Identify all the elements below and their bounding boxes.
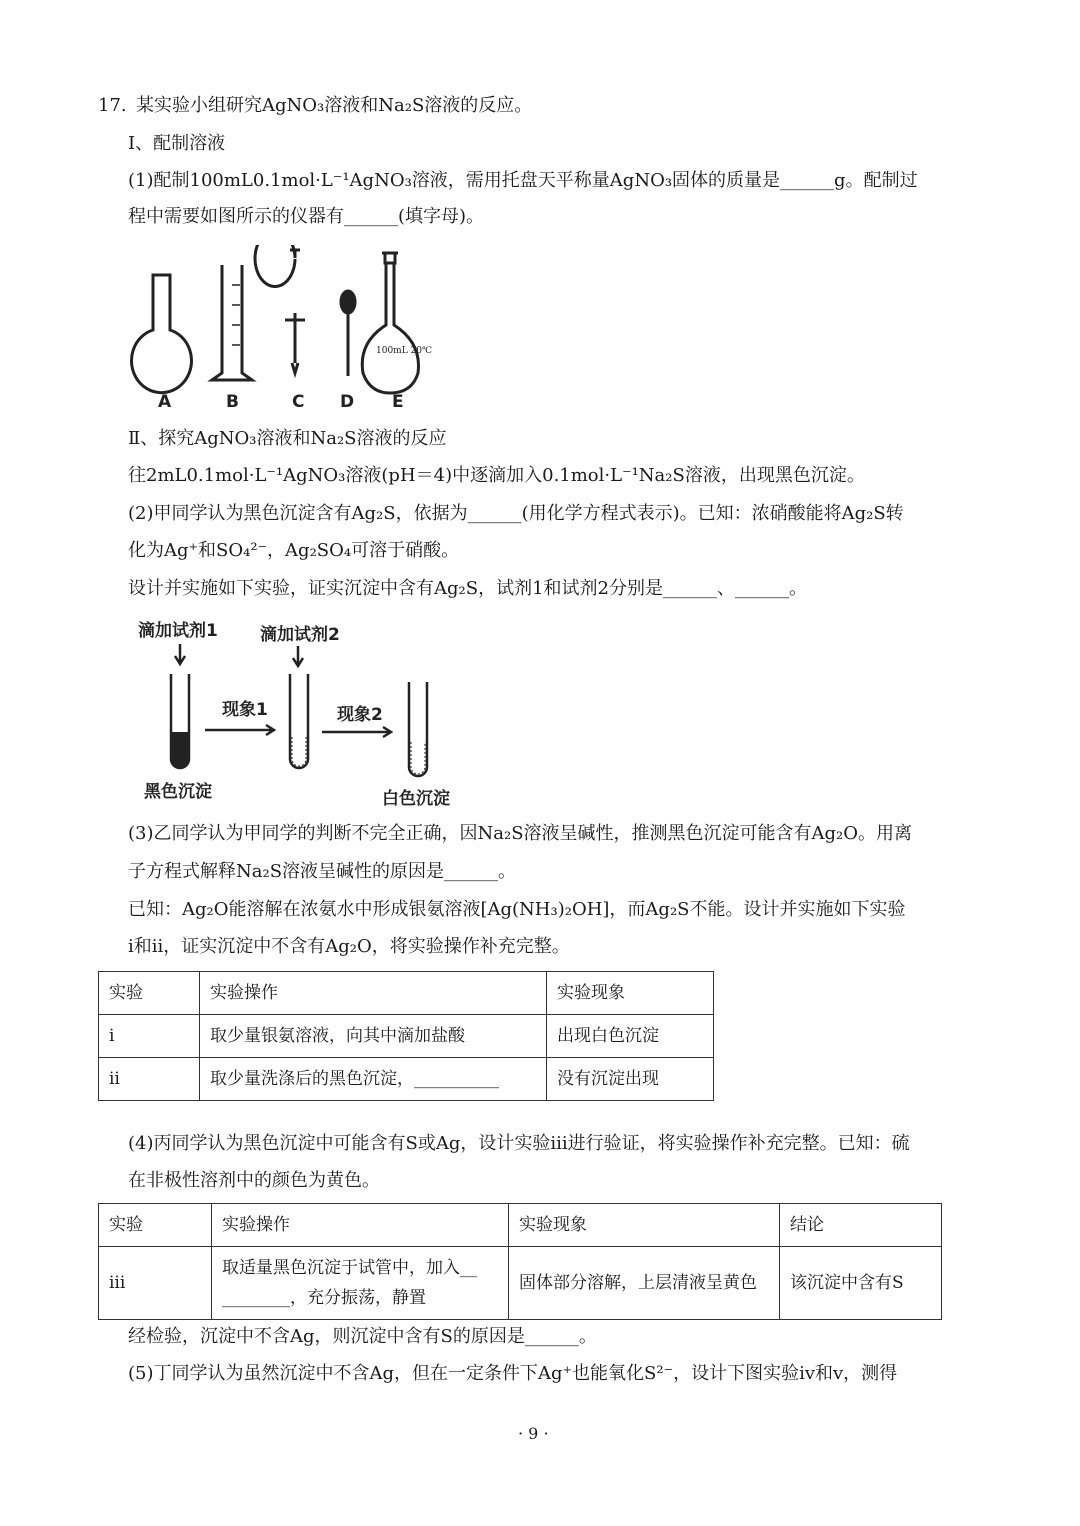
cell: 出现白色沉淀 <box>547 1015 714 1058</box>
table-row <box>99 1015 714 1058</box>
table-header <box>99 972 714 1015</box>
header-cell: 实验 <box>99 972 200 1015</box>
dropper <box>341 291 355 376</box>
header-cell: 实验操作 <box>200 972 547 1015</box>
q2-design-text: 设计并实施如下实验，证实沉淀中含有Ag₂S，试剂1和试剂2分别是______、______。 <box>128 578 807 599</box>
phenomenon2-label: 现象2 <box>337 705 383 725</box>
procedure-text: 往2mL0.1mol·L⁻¹AgNO₃溶液(pH＝4)中逐滴加入0.1mol·L⁻¹Na₂S溶液，出现黑色沉淀。 <box>128 465 865 486</box>
q4-text-cont: 在非极性溶剂中的颜色为黄色。 <box>128 1170 380 1191</box>
arrow-down-2 <box>293 646 303 666</box>
graduated-cylinder <box>212 265 252 380</box>
intro-text: 某实验小组研究AgNO₃溶液和Na₂S溶液的反应。 <box>136 95 533 116</box>
page-number: · 9 · <box>518 1424 549 1443</box>
round-bottom-flask <box>132 275 192 393</box>
cell: 固体部分溶解，上层清液呈黄色 <box>509 1247 780 1320</box>
q2-text-cont: 化为Ag⁺和SO₄²⁻，Ag₂SO₄可溶于硝酸。 <box>128 540 460 561</box>
reagent2-label: 滴加试剂2 <box>260 625 340 645</box>
arrow-right-2 <box>322 727 391 737</box>
black-precipitate-label: 黑色沉淀 <box>144 782 212 802</box>
label-b: B <box>226 392 239 412</box>
label-d: D <box>340 392 355 412</box>
arrow-right-1 <box>205 725 274 735</box>
question-number: 17. <box>98 95 127 116</box>
white-precipitate-label: 白色沉淀 <box>382 789 450 809</box>
table-row <box>99 1247 942 1320</box>
q1-text-cont: 程中需要如图所示的仪器有______(填字母)。 <box>128 206 485 227</box>
black-precipitate <box>171 732 189 768</box>
cell: 取适量黑色沉淀于试管中，加入__ ________，充分振荡，静置 <box>212 1247 509 1320</box>
phenomenon1-label: 现象1 <box>222 700 268 720</box>
q5-text: (5)丁同学认为虽然沉淀中不含Ag，但在一定条件下Ag⁺也能氧化S²⁻，设计下图实验ⅳ和ⅴ，测得 <box>128 1363 898 1384</box>
header-cell: 实验现象 <box>509 1204 780 1247</box>
experiment-table-2 <box>98 1203 942 1320</box>
cell: ⅱ <box>99 1058 200 1101</box>
q3-text-cont: 子方程式解释Na₂S溶液呈碱性的原因是______。 <box>128 861 517 882</box>
header-cell: 结论 <box>780 1204 942 1247</box>
q1-text: (1)配制100mL0.1mol·L⁻¹AgNO₃溶液，需用托盘天平称量AgNO₃固体的质量是______g。配制过 <box>128 170 918 191</box>
separatory-funnel <box>255 245 305 373</box>
part2-heading: Ⅱ、探究AgNO₃溶液和Na₂S溶液的反应 <box>128 428 447 449</box>
q3-text: (3)乙同学认为甲同学的判断不完全正确，因Na₂S溶液呈碱性，推测黑色沉淀可能含有Ag₂O。用离 <box>128 823 913 844</box>
cell: 取少量洗涤后的黑色沉淀，__________ <box>200 1058 547 1101</box>
q3-instruction: ⅰ和ⅱ，证实沉淀中不含有Ag₂O，将实验操作补充完整。 <box>128 936 570 957</box>
header-cell: 实验操作 <box>212 1204 509 1247</box>
label-a: A <box>158 392 172 412</box>
solution-2 <box>292 737 306 766</box>
flow-diagram <box>130 612 480 812</box>
cell: 取少量银氨溶液，向其中滴加盐酸 <box>200 1015 547 1058</box>
table-header <box>99 1204 942 1247</box>
q4-text: (4)丙同学认为黑色沉淀中可能含有S或Ag，设计实验ⅲ进行验证，将实验操作补充完整。已知：硫 <box>128 1133 910 1154</box>
q4-conclusion: 经检验，沉淀中不含Ag，则沉淀中含有S的原因是______。 <box>128 1326 597 1347</box>
cell: 该沉淀中含有S <box>780 1247 942 1320</box>
header-cell: 实验 <box>99 1204 212 1247</box>
white-precipitate <box>411 742 425 774</box>
cell: ⅲ <box>99 1247 212 1320</box>
label-c: C <box>292 392 305 412</box>
table-row <box>99 1058 714 1101</box>
cell: ⅰ <box>99 1015 200 1058</box>
reagent1-label: 滴加试剂1 <box>138 621 218 641</box>
q2-text: (2)甲同学认为黑色沉淀含有Ag₂S，依据为______(用化学方程式表示)。已知：浓硝酸能将Ag₂S转 <box>128 503 904 524</box>
cell: 没有沉淀出现 <box>547 1058 714 1101</box>
header-cell: 实验现象 <box>547 972 714 1015</box>
flask-marking: 100mL 20℃ <box>376 346 433 356</box>
experiment-table-1 <box>98 971 714 1101</box>
test-tube-2 <box>290 674 308 768</box>
arrow-down-1 <box>175 644 185 664</box>
part1-heading: Ⅰ、配制溶液 <box>128 133 226 154</box>
test-tube-3 <box>409 682 427 776</box>
apparatus-figure <box>120 245 440 415</box>
volumetric-flask <box>362 253 432 393</box>
label-e: E <box>392 392 404 412</box>
q3-known-text: 已知：Ag₂O能溶解在浓氨水中形成银氨溶液[Ag(NH₃)₂OH]，而Ag₂S不能。设计并实施如下实验 <box>128 899 906 920</box>
